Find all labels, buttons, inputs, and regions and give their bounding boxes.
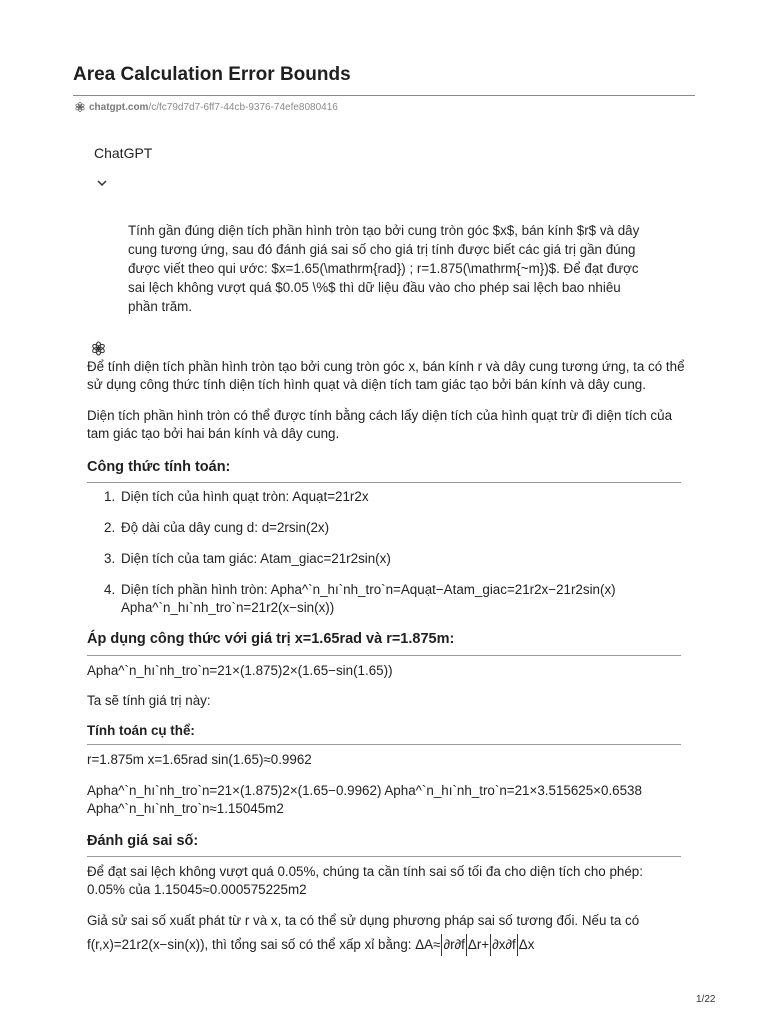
page-title: Area Calculation Error Bounds — [73, 64, 351, 85]
list-text: Diện tích phần hình tròn: Apha^`n_hı`nh_tro`n=Aquạt−Atam_giac=21r2x−21r2sin(x) — [121, 582, 616, 597]
calc-line-1 — [87, 782, 687, 800]
error-p1-line2: 0.05% của 1.15045≈0.000575225m2 — [87, 882, 307, 897]
abs-bar — [466, 934, 467, 956]
error-formula-a: f(r,x)=21r2(x−sin(x)), thì tổng sai số có thể xấp xỉ bằng: ΔA≈ — [87, 937, 441, 952]
abs-bar — [490, 934, 491, 956]
formula-divider — [87, 482, 681, 483]
list-continuation: Apha^`n_hı`nh_tro`n=21r2(x−sin(x)) — [121, 600, 335, 615]
calc-line-1-text: Apha^`n_hı`nh_tro`n=21×(1.875)2×(1.65−0.9962) Apha^`n_hı`nh_tro`n=21×3.515625×0.6538 — [87, 783, 642, 798]
chevron-down-icon[interactable] — [96, 178, 108, 188]
apply-note-text: Ta sẽ tính giá trị này: — [87, 693, 211, 708]
source-link[interactable] — [74, 100, 338, 114]
openai-logo-icon — [74, 101, 86, 113]
page-number: 1/22 — [696, 994, 716, 1005]
calc-line-2 — [87, 800, 687, 818]
source-host[interactable]: chatgpt.com — [89, 101, 149, 113]
speaker-label: ChatGPT — [94, 145, 153, 161]
apply-divider — [87, 655, 681, 656]
list-number: 3. — [104, 551, 116, 566]
title-divider — [73, 95, 695, 96]
list-number: 2. — [104, 520, 116, 535]
apply-formula — [87, 662, 687, 680]
formula-heading: Công thức tính toán: — [87, 459, 231, 475]
apply-formula-text: Apha^`n_hı`nh_tro`n=21×(1.875)2×(1.65−sin(1.65)) — [87, 663, 393, 678]
user-prompt: Tính gần đúng diện tích phần hình tròn tạo bởi cung tròn góc $x$, bán kính $r$ và dây cung tương ứng, sau đó đánh giá sai số cho giá trị tính được biết các giá trị gần đúng được viết theo qui ước: $x=1.65(\mathrm{rad}) ; r=1.875(\mathrm{~m})$. Để đạt được sai lệch không vượt quá $0.05 \%$ thì dữ liệu đầu vào cho phép sai lệch bao nhiêu phần trăm. — [128, 223, 640, 314]
intro-paragraph-2 — [87, 407, 687, 443]
list-text: Diện tích của tam giác: Atam_giac=21r2sin(x) — [121, 551, 391, 566]
list-text: Diện tích của hình quạt tròn: Aquạt=21r2x — [121, 489, 369, 504]
error-formula-c: Δr+ — [467, 937, 490, 952]
formula-item-2 — [104, 519, 684, 537]
error-formula-e: Δx — [518, 937, 535, 952]
intro-paragraph-1-text: Để tính diện tích phần hình tròn tạo bởi cung tròn góc x, bán kính r và dây cung tương ứng, ta có thể sử dụng công thức tính diện tích hình quạt và diện tích tam giác tạo bởi bán kính và dây cung. — [87, 359, 685, 392]
list-text: Độ dài của dây cung d: d=2rsin(2x) — [121, 520, 330, 535]
error-paragraph-2 — [87, 912, 687, 956]
calc-line-2-text: Apha^`n_hı`nh_tro`n≈1.15045m2 — [87, 801, 284, 816]
apply-note — [87, 692, 687, 710]
openai-logo-icon — [90, 340, 107, 357]
error-formula-d: ∂x∂f — [492, 937, 516, 952]
error-heading: Đánh giá sai số: — [87, 833, 199, 849]
error-paragraph-1 — [87, 863, 687, 899]
calc-values — [87, 751, 687, 769]
error-p2-line1: Giả sử sai số xuất phát từ r và x, ta có thể sử dụng phương pháp sai số tương đối. Nếu ta có — [87, 913, 640, 928]
intro-paragraph-1 — [87, 358, 687, 394]
intro-paragraph-2-text: Diện tích phần hình tròn có thể được tính bằng cách lấy diện tích của hình quạt trừ đi diện tích của tam giác tạo bởi hai bán kính và dây cung. — [87, 408, 673, 441]
error-p2-line2 — [87, 934, 687, 956]
apply-heading: Áp dụng công thức với giá trị x=1.65rad và r=1.875m: — [87, 631, 455, 647]
list-number: 1. — [104, 489, 116, 504]
calc-values-text: r=1.875m x=1.65rad sin(1.65)≈0.9962 — [87, 752, 312, 767]
list-number: 4. — [104, 582, 116, 597]
calc-divider — [87, 744, 681, 745]
calc-subheading: Tính toán cụ thể: — [87, 723, 195, 738]
source-path[interactable]: /c/fc79d7d7-6ff7-44cb-9376-74efe8080416 — [148, 101, 338, 113]
abs-bar — [517, 934, 518, 956]
error-divider — [87, 856, 681, 857]
error-formula-b: ∂r∂f — [443, 937, 465, 952]
formula-item-1 — [104, 488, 684, 506]
error-p1-line1: Để đạt sai lệch không vượt quá 0.05%, chúng ta cần tính sai số tối đa cho diện tích cho phép: — [87, 864, 643, 879]
formula-item-3 — [104, 550, 684, 568]
formula-item-4 — [104, 581, 684, 617]
